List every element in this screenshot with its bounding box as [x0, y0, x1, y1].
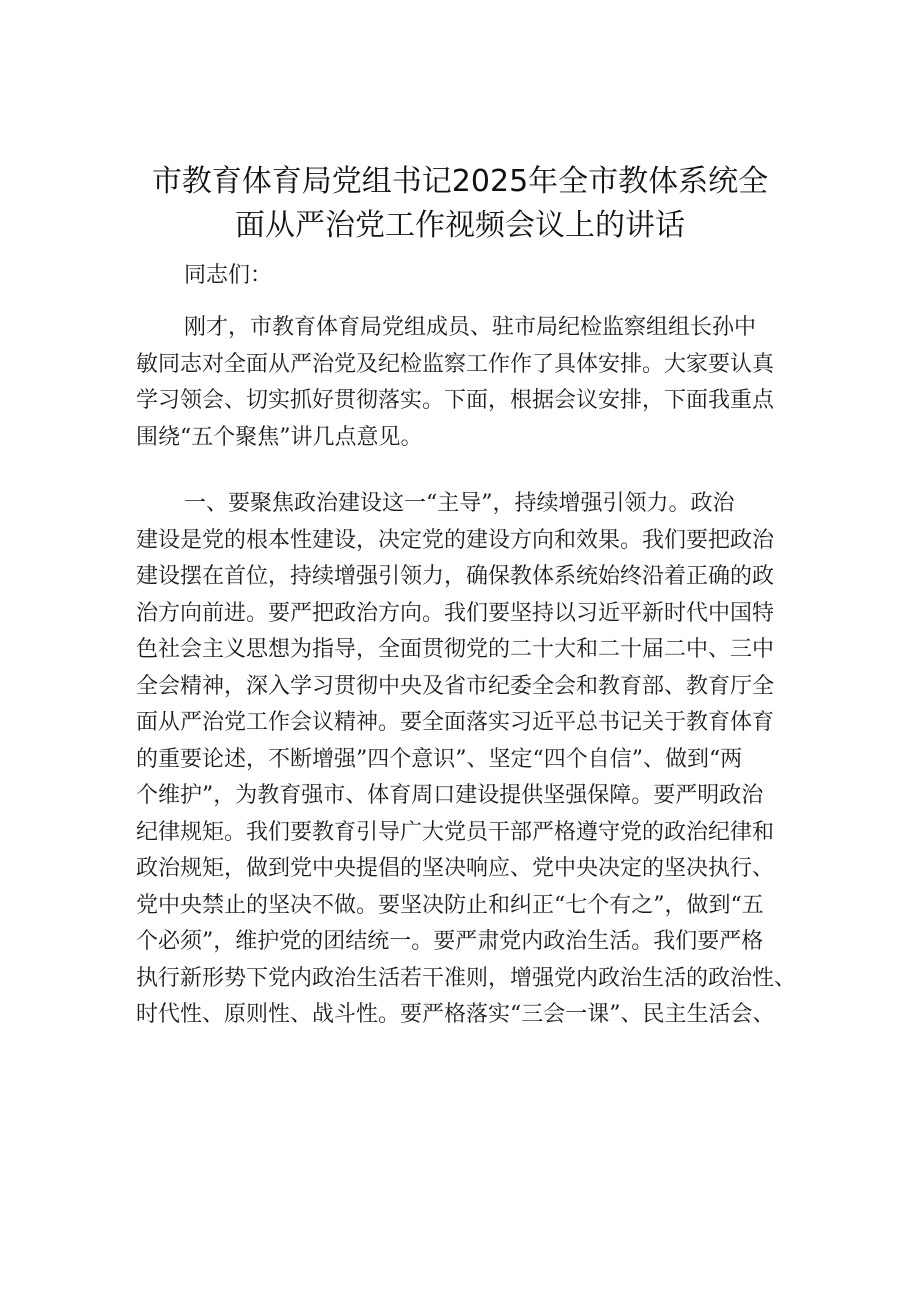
- paragraph-line: 学习领会、切实抓好贯彻落实。下面，根据会议安排，下面我重点: [136, 388, 775, 413]
- paragraph-line: 全会精神，深入学习贯彻中央及省市纪委全会和教育部、教育厅全: [136, 673, 775, 699]
- paragraph-line: 政治规矩，做到党中央提倡的坚决响应、党中央决定的坚决执行、: [136, 856, 775, 881]
- title-line-2: 面从严治党工作视频会议上的讲话: [235, 208, 685, 243]
- paragraph-line: 面从严治党工作会议精神。要全面落实习近平总书记关于教育体育: [136, 710, 775, 735]
- paragraph-line: 建设摆在首位，持续增强引领力，确保教体系统始终沿着正确的政: [136, 564, 775, 589]
- paragraph-line: 的重要论述，不断增强”四个意识”、坚定“四个自信”、做到“两: [136, 746, 743, 772]
- paragraph-line: 刚才，市教育体育局党组成员、驻市局纪检监察组组长孙中: [184, 315, 757, 340]
- paragraph-line: 建设是党的根本性建设，决定党的建设方向和效果。我们要把政治: [136, 527, 775, 553]
- paragraph-line: 个维护”，为教育强市、体育周口建设提供坚强保障。要严明政治: [136, 783, 764, 808]
- paragraph-line: 个必须”，维护党的团结统一。要严肃党内政治生活。我们要严格: [136, 929, 764, 954]
- salutation: 同志们：: [184, 263, 273, 288]
- paragraph-line: 一、要聚焦政治建设这一“主导”，持续增强引领力。政治: [184, 491, 735, 516]
- paragraph-line: 敏同志对全面从严治党及纪检监察工作作了具体安排。大家要认真: [136, 351, 775, 377]
- paragraph-line: 色社会主义思想为指导，全面贯彻党的二十大和二十届二中、三中: [136, 637, 775, 662]
- paragraph-line: 围绕“五个聚焦”讲几点意见。: [136, 424, 423, 450]
- paragraph-section-one: [136, 486, 796, 1034]
- paragraph-line: 时代性、原则性、战斗性。要严格落实“三会一课”、民主生活会、: [136, 1002, 775, 1027]
- paragraph-line: 纪律规矩。我们要教育引导广大党员干部严格遵守党的政治纪律和: [136, 819, 775, 845]
- paragraph-intro: [136, 310, 796, 456]
- paragraph-line: 治方向前进。要严把政治方向。我们要坚持以习近平新时代中国特: [136, 600, 775, 626]
- paragraph-line: 党中央禁止的坚决不做。要坚决防止和纠正“七个有之”，做到“五: [136, 892, 764, 918]
- paragraph-line: 执行新形势下党内政治生活若干准则，增强党内政治生活的政治性、: [136, 965, 796, 991]
- title-line-1: 市教育体育局党组书记2025年全市教体系统全: [151, 164, 769, 199]
- document-title: [100, 160, 820, 248]
